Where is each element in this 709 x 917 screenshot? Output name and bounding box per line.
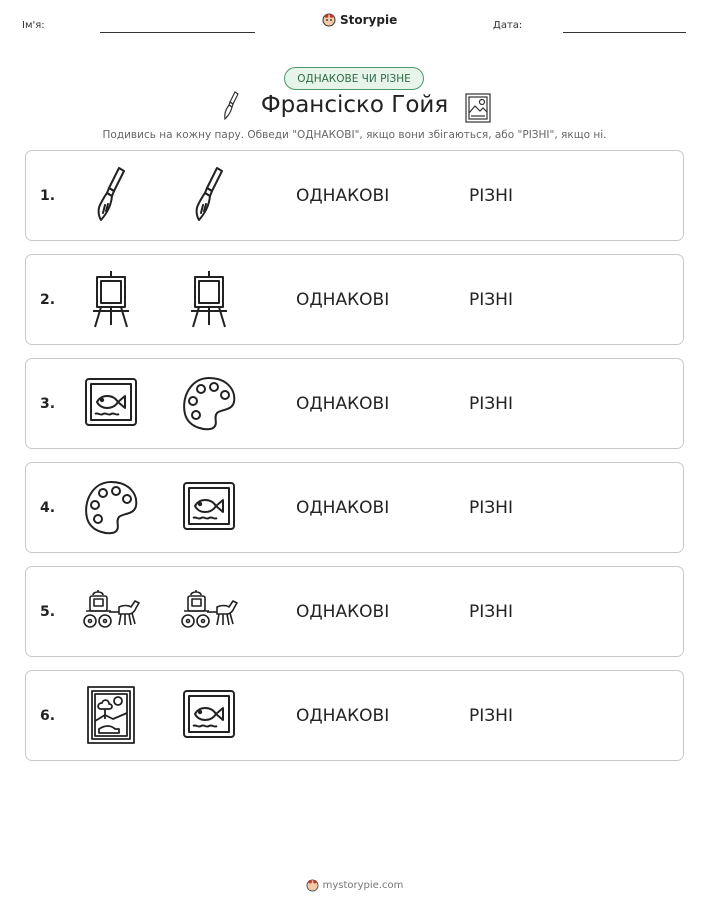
question-number: 6. [40, 707, 56, 724]
question-row-6 [25, 670, 684, 761]
option-different[interactable]: РІЗНІ [469, 289, 513, 310]
page-header [0, 0, 709, 50]
option-same[interactable]: ОДНАКОВІ [296, 289, 390, 310]
paintbrush-icon [179, 165, 239, 225]
question-number: 5. [40, 603, 56, 620]
instructions: Подивись на кожну пару. Обведи "ОДНАКОВІ", якщо вони збігаються, або "РІЗНІ", якщо ні. [102, 129, 607, 141]
question-number: 2. [40, 291, 56, 308]
name-label: Ім'я: [22, 20, 45, 31]
option-different[interactable]: РІЗНІ [469, 497, 513, 518]
option-same[interactable]: ОДНАКОВІ [296, 497, 390, 518]
question-row-1 [25, 150, 684, 241]
brand-name: Storypie [340, 13, 398, 27]
easel-icon [81, 269, 141, 329]
date-label: Дата: [493, 20, 523, 31]
paintbrush-icon [81, 165, 141, 225]
easel-icon [179, 269, 239, 329]
question-number: 1. [40, 187, 56, 204]
horse-carriage-icon [179, 581, 239, 641]
fish-painting-icon [81, 373, 141, 433]
question-number: 4. [40, 499, 56, 516]
question-number: 3. [40, 395, 56, 412]
footer-site: mystorypie.com [322, 880, 404, 891]
storypie-logo-icon [322, 13, 336, 27]
name-line[interactable] [100, 32, 255, 33]
option-different[interactable]: РІЗНІ [469, 393, 513, 414]
question-row-5 [25, 566, 684, 657]
worksheet-type-badge: ОДНАКОВЕ ЧИ РІЗНЕ [284, 67, 424, 90]
palette-icon [179, 373, 239, 433]
footer [0, 879, 709, 892]
fish-painting-icon [179, 477, 239, 537]
title-row [0, 90, 709, 130]
landscape-painting-icon [81, 685, 141, 745]
option-same[interactable]: ОДНАКОВІ [296, 393, 390, 414]
question-row-4 [25, 462, 684, 553]
option-same[interactable]: ОДНАКОВІ [296, 705, 390, 726]
brand-logo [322, 13, 397, 27]
question-row-3 [25, 358, 684, 449]
palette-icon [81, 477, 141, 537]
option-different[interactable]: РІЗНІ [469, 185, 513, 206]
fish-painting-icon [179, 685, 239, 745]
option-different[interactable]: РІЗНІ [469, 705, 513, 726]
option-same[interactable]: ОДНАКОВІ [296, 601, 390, 622]
landscape-painting-icon [465, 93, 491, 123]
question-row-2 [25, 254, 684, 345]
option-same[interactable]: ОДНАКОВІ [296, 185, 390, 206]
option-different[interactable]: РІЗНІ [469, 601, 513, 622]
storypie-logo-icon [306, 879, 319, 892]
horse-carriage-icon [81, 581, 141, 641]
date-line[interactable] [563, 32, 686, 33]
page-title: Франсіско Гойя [260, 92, 449, 118]
